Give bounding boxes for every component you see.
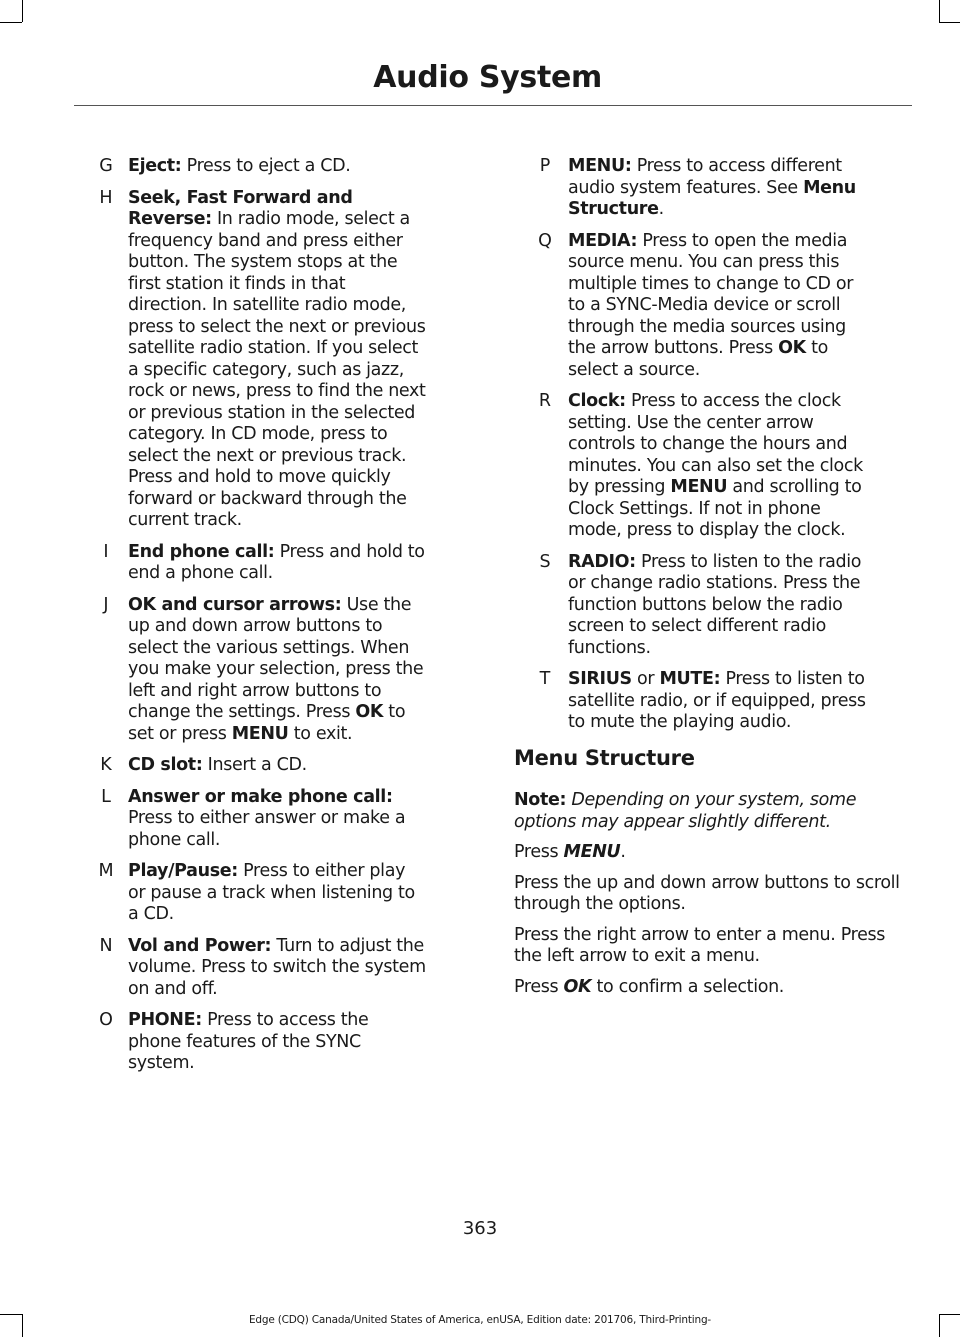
item-body: Press to either play or pause a track when listening to a CD. <box>128 861 415 924</box>
paragraph-text: to confirm a selection. <box>591 976 785 997</box>
item-body: to exit. <box>288 723 353 744</box>
item-letter: M <box>98 861 114 881</box>
item-term: End phone call: <box>128 541 275 562</box>
list-item <box>84 787 468 852</box>
item-body: Press to access the clock setting. Use the center arrow controls to change the hours and minutes. You can also set the clock by pressing <box>568 391 863 497</box>
item-description <box>128 787 426 852</box>
item-term: Clock: <box>568 391 626 411</box>
item-body: Press to either answer or make a phone call. <box>128 808 406 850</box>
item-body: to select a source. <box>568 338 828 380</box>
item-description <box>128 755 426 777</box>
item-description <box>568 231 868 382</box>
item-body: Press to eject a CD. <box>181 156 351 176</box>
list-item <box>84 936 468 1001</box>
menu-label: MENU <box>670 477 728 497</box>
left-column <box>84 156 468 1085</box>
scroll-paragraph: Press the up and down arrow buttons to scroll through the options. <box>514 872 900 914</box>
crop-mark <box>939 0 940 22</box>
item-body: Press to open the media source menu. You can press this multiple times to change to CD or to a SYNC-Media device or scroll through the media sources using the arrow buttons. Press <box>568 230 854 358</box>
list-item <box>522 552 902 660</box>
item-letter: S <box>539 551 551 572</box>
note-label: Note: <box>514 790 567 810</box>
page-number: 363 <box>462 1218 498 1239</box>
item-body: Press to listen to satellite radio, or if equipped, press to mute the playing audio. <box>568 669 866 732</box>
crop-mark <box>22 0 23 22</box>
item-body: Press to listen to the radio or change radio stations. Press the function buttons below the radio screen to select different radio functions. <box>568 551 862 658</box>
paragraph-text: Press <box>514 842 564 862</box>
ok-label: OK <box>778 338 806 358</box>
item-description <box>128 936 426 1001</box>
press-menu-paragraph <box>514 842 904 864</box>
crop-mark <box>0 22 22 23</box>
confirm-paragraph <box>514 977 904 999</box>
paragraph-text: Press <box>514 976 564 997</box>
list-item <box>522 391 902 542</box>
item-description <box>568 669 868 734</box>
item-term: PHONE: <box>128 1010 202 1030</box>
footer-text: Edge (CDQ) Canada/United States of America, enUSA, Edition date: 201706, Third-Printing- <box>249 1314 711 1326</box>
item-term: SIRIUS <box>568 669 632 689</box>
menu-label: MENU <box>231 723 289 744</box>
menu-structure-ref: Menu Structure <box>568 177 856 219</box>
item-letter: Q <box>538 230 552 251</box>
item-description <box>128 1010 426 1075</box>
note-text: Depending on your system, some options may appear slightly different. <box>514 790 857 832</box>
item-body: Turn to adjust the volume. Press to switch the system on and off. <box>128 935 426 999</box>
menu-label: MENU <box>563 842 621 862</box>
note-paragraph <box>514 790 904 833</box>
item-description <box>128 542 426 585</box>
list-item <box>84 156 468 178</box>
item-description <box>128 595 426 746</box>
list-item <box>522 231 902 382</box>
item-description <box>568 391 868 542</box>
list-item <box>522 669 902 734</box>
list-item <box>522 156 902 221</box>
item-term: Seek, Fast Forward and Reverse: <box>128 187 353 229</box>
item-term: Vol and Power: <box>128 935 272 956</box>
item-body: to set or press <box>128 702 406 744</box>
item-letter: T <box>539 669 551 689</box>
item-term: Play/Pause: <box>128 861 238 881</box>
section-heading: Menu Structure <box>514 746 695 770</box>
item-term: Answer or make phone call: <box>128 786 393 807</box>
paragraph-text: . <box>620 842 626 862</box>
item-description <box>128 188 426 532</box>
item-description <box>568 156 868 221</box>
right-column <box>522 156 902 744</box>
item-letter: O <box>99 1010 113 1030</box>
item-term: Eject: <box>128 156 182 176</box>
item-term: RADIO: <box>568 551 636 572</box>
item-body: Press and hold to end a phone call. <box>128 541 425 583</box>
list-item <box>84 1010 468 1075</box>
list-item <box>84 861 468 926</box>
item-body: Use the up and down arrow buttons to select the various settings. When you make your selection, press the left and right arrow buttons to change the settings. Press <box>128 594 424 722</box>
item-description <box>128 861 426 926</box>
item-term: MENU: <box>568 156 632 176</box>
item-body: Press to access different audio system features. See <box>568 156 842 198</box>
item-term: MEDIA: <box>568 230 638 251</box>
item-body: and scrolling to Clock Settings. If not in phone mode, press to display the clock. <box>568 477 862 540</box>
item-description <box>128 156 426 178</box>
item-letter: G <box>99 156 113 176</box>
crop-mark <box>939 22 960 23</box>
list-item <box>84 542 468 585</box>
list-item <box>84 755 468 777</box>
mute-label: MUTE: <box>659 669 721 689</box>
ok-label: OK <box>355 702 384 722</box>
item-term: OK and cursor arrows: <box>128 594 342 615</box>
item-letter: R <box>538 391 552 411</box>
ok-label: OK <box>563 976 592 997</box>
item-letter: N <box>99 935 113 956</box>
page-title: Audio System <box>373 60 602 95</box>
list-item <box>84 188 468 532</box>
item-letter: H <box>99 187 113 208</box>
item-letter: K <box>100 755 112 775</box>
enter-exit-paragraph: Press the right arrow to enter a menu. Press the left arrow to exit a menu. <box>514 924 886 966</box>
item-body: Press to access the phone features of the SYNC system. <box>128 1010 369 1073</box>
item-letter: J <box>103 594 109 615</box>
item-body: . <box>658 199 664 219</box>
item-letter: L <box>101 786 111 807</box>
item-term: CD slot: <box>128 755 203 775</box>
menu-structure-section <box>514 746 904 1007</box>
item-letter: P <box>539 156 551 176</box>
item-body: Insert a CD. <box>202 755 307 775</box>
item-description <box>568 552 868 660</box>
item-body: or <box>631 669 660 689</box>
list-item <box>84 595 468 746</box>
header-divider <box>74 105 912 106</box>
item-letter: I <box>103 541 109 562</box>
item-body: In radio mode, select a frequency band and press either button. The system stops at the first station it finds in that direction. In satellite radio mode, press to select the next or previous satellite radio station. If you select a specific category, such as jazz, rock or news, press to find the next or previous station in the selected category. In CD mode, press to select the next or previous track. Press and hold to move quickly forward or backward through the current track. <box>128 209 426 530</box>
